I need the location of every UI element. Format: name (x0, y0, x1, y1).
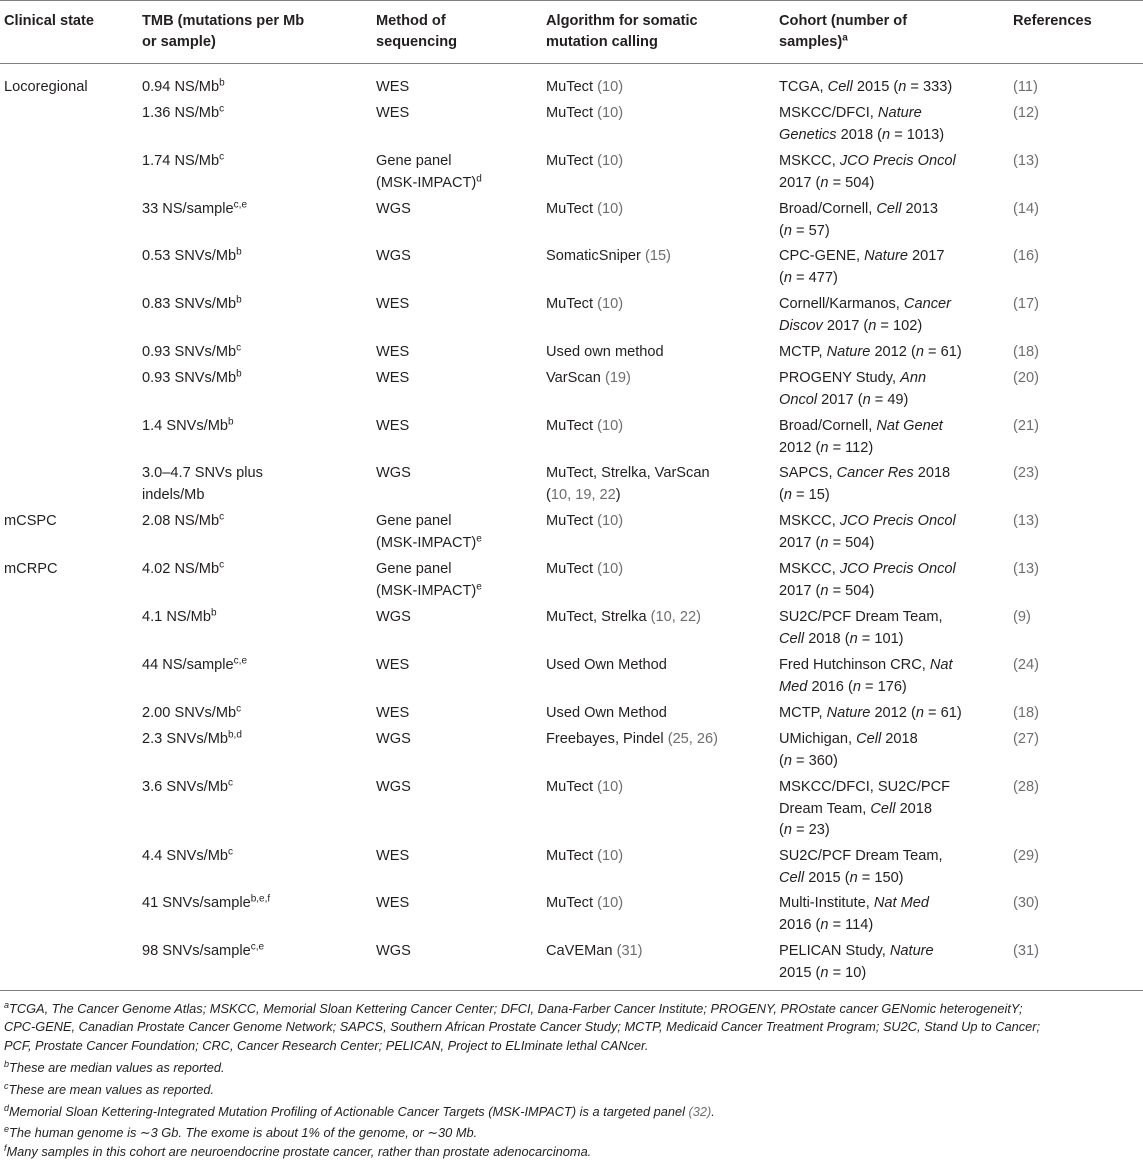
footnote-a-line2: CPC-GENE, Canadian Prostate Cancer Genome Network; SAPCS, Southern African Prostate Cancer Study; MCTP, Medicaid Cancer Treatment Program; SU2C, Stand Up to Cancer; (4, 1019, 1041, 1034)
cohort-cell: MSKCC/DFCI, Nature Genetics 2018 (n = 1013) (779, 105, 945, 143)
method-cell: WES (376, 296, 410, 312)
algorithm-cell: MuTect (10) (546, 418, 624, 434)
algorithm-cell: MuTect (10) (546, 561, 624, 577)
table-bottom-rule (0, 990, 1143, 991)
method-cell: WGS (376, 248, 411, 264)
header-references: References (1013, 13, 1092, 29)
algorithm-cell: CaVEMan (31) (546, 943, 643, 959)
reference-cell: (20) (1013, 370, 1039, 386)
algorithm-cell: MuTect (10) (546, 895, 624, 911)
tmb-cell: 33 NS/sample$^{c,e}$ (142, 199, 248, 217)
cohort-cell: SU2C/PCF Dream Team, Cell 2015 (n = 150) (779, 848, 943, 886)
method-cell: WGS (376, 609, 411, 625)
algorithm-cell: MuTect (10) (546, 79, 624, 95)
method-cell: WGS (376, 465, 411, 481)
tmb-cell: 0.83 SNVs/Mb$^b$ (142, 294, 242, 312)
method-cell: Gene panel (MSK-IMPACT)$^e$ (376, 561, 482, 599)
algorithm-cell: Used own method (546, 344, 664, 360)
table-top-rule (0, 0, 1143, 1)
cohort-cell: UMichigan, Cell 2018 (n = 360) (779, 731, 918, 769)
reference-cell: (28) (1013, 779, 1039, 795)
tmb-cell: 2.00 SNVs/Mb$^c$ (142, 703, 242, 721)
method-cell: WES (376, 79, 410, 95)
tmb-cell: 44 NS/sample$^{c,e}$ (142, 655, 248, 673)
tmb-cell: 4.1 NS/Mb$^b$ (142, 607, 217, 625)
header-clinical-state: Clinical state (4, 13, 95, 29)
cohort-cell: CPC-GENE, Nature 2017 (n = 477) (779, 248, 945, 286)
reference-cell: (13) (1013, 513, 1039, 529)
reference-cell: (29) (1013, 848, 1039, 864)
cohort-cell: MSKCC/DFCI, SU2C/PCF Dream Team, Cell 2018 (n = 23) (779, 779, 951, 838)
method-cell: WES (376, 705, 410, 721)
cohort-cell: PELICAN Study, Nature 2015 (n = 10) (779, 943, 934, 981)
reference-cell: (21) (1013, 418, 1039, 434)
footnote-a: $^a$TCGA, The Cancer Genome Atlas; MSKCC, Memorial Sloan Kettering Cancer Center; DFCI, Dana-Farber Cancer Institute; PROGENY, PROstate cancer GENomic heterogeneitY; (4, 1000, 1023, 1016)
cohort-cell: MSKCC, JCO Precis Oncol 2017 (n = 504) (779, 513, 956, 551)
cohort-cell: MSKCC, JCO Precis Oncol 2017 (n = 504) (779, 561, 956, 599)
tmb-cell: 3.0–4.7 SNVs plus indels/Mb (142, 465, 263, 503)
method-cell: WGS (376, 943, 411, 959)
group-label-mcrpc: mCRPC (4, 561, 58, 577)
algorithm-cell: MuTect (10) (546, 201, 624, 217)
cohort-cell: Cornell/Karmanos, Cancer Discov 2017 (n = 102) (779, 296, 951, 334)
cohort-cell: MCTP, Nature 2012 (n = 61) (779, 344, 962, 360)
algorithm-cell: MuTect (10) (546, 779, 624, 795)
method-cell: WES (376, 418, 410, 434)
algorithm-cell: MuTect, Strelka (10, 22) (546, 609, 701, 625)
reference-cell: (13) (1013, 561, 1039, 577)
group-label-locoregional: Locoregional (4, 79, 88, 95)
header-rule (0, 63, 1143, 64)
reference-cell: (24) (1013, 657, 1039, 673)
algorithm-cell: MuTect (10) (546, 513, 624, 529)
cohort-cell: Fred Hutchinson CRC, Nat Med 2016 (n = 176) (779, 657, 953, 695)
reference-cell: (31) (1013, 943, 1039, 959)
reference-cell: (13) (1013, 153, 1039, 169)
footnote-f: $^f$Many samples in this cohort are neuroendocrine prostate cancer, rather than prostate adenocarcinoma. (4, 1143, 592, 1159)
method-cell: WES (376, 848, 410, 864)
algorithm-cell: Freebayes, Pindel (25, 26) (546, 731, 718, 747)
tmb-cell: 0.93 SNVs/Mb$^b$ (142, 368, 242, 386)
cohort-cell: TCGA, Cell 2015 (n = 333) (779, 79, 953, 95)
footnote-d: $^d$Memorial Sloan Kettering-Integrated Mutation Profiling of Actionable Cancer Targets (MSK-IMPACT) is a targeted panel (32). (4, 1103, 715, 1119)
header-cohort: Cohort (number of samples)$^a$ (779, 13, 908, 50)
cohort-cell: MCTP, Nature 2012 (n = 61) (779, 705, 962, 721)
algorithm-cell: MuTect (10) (546, 296, 624, 312)
reference-cell: (18) (1013, 705, 1039, 721)
reference-cell: (27) (1013, 731, 1039, 747)
tmb-cell: 4.02 NS/Mb$^c$ (142, 559, 225, 577)
method-cell: WES (376, 105, 410, 121)
header-algorithm: Algorithm for somatic mutation calling (546, 13, 698, 50)
reference-cell: (11) (1013, 79, 1038, 95)
tmb-cell: 0.94 NS/Mb$^b$ (142, 77, 225, 95)
cohort-cell: SAPCS, Cancer Res 2018 (n = 15) (779, 465, 951, 503)
algorithm-cell: VarScan (19) (546, 370, 631, 386)
reference-cell: (14) (1013, 201, 1039, 217)
reference-cell: (12) (1013, 105, 1039, 121)
reference-cell: (9) (1013, 609, 1031, 625)
method-cell: WES (376, 895, 410, 911)
reference-cell: (30) (1013, 895, 1039, 911)
cohort-cell: MSKCC, JCO Precis Oncol 2017 (n = 504) (779, 153, 956, 191)
tmb-cell: 2.3 SNVs/Mb$^{b,d}$ (142, 729, 242, 747)
cohort-cell: Multi-Institute, Nat Med 2016 (n = 114) (779, 895, 930, 933)
tmb-cell: 41 SNVs/sample$^{b,e,f}$ (142, 893, 271, 911)
group-label-mcspc: mCSPC (4, 513, 57, 529)
tmb-cell: 3.6 SNVs/Mb$^c$ (142, 777, 233, 795)
cohort-cell: Broad/Cornell, Nat Genet 2012 (n = 112) (779, 418, 943, 456)
tmb-cell: 4.4 SNVs/Mb$^c$ (142, 846, 233, 864)
method-cell: WGS (376, 731, 411, 747)
tmb-cell: 1.36 NS/Mb$^c$ (142, 103, 225, 121)
footnote-b: $^b$These are median values as reported. (4, 1059, 225, 1075)
tmb-cell: 98 SNVs/sample$^{c,e}$ (142, 941, 265, 959)
reference-cell: (16) (1013, 248, 1039, 264)
method-cell: WES (376, 370, 410, 386)
header-tmb: TMB (mutations per Mb or sample) (142, 13, 305, 50)
algorithm-cell: Used Own Method (546, 657, 667, 673)
method-cell: WES (376, 344, 410, 360)
footnote-c: $^c$These are mean values as reported. (4, 1081, 215, 1097)
tmb-cell: 1.4 SNVs/Mb$^b$ (142, 416, 234, 434)
cohort-cell: Broad/Cornell, Cell 2013 (n = 57) (779, 201, 939, 239)
header-method: Method of sequencing (376, 13, 458, 50)
method-cell: WES (376, 657, 410, 673)
method-cell: WGS (376, 779, 411, 795)
cohort-cell: SU2C/PCF Dream Team, Cell 2018 (n = 101) (779, 609, 943, 647)
tmb-cell: 0.93 SNVs/Mb$^c$ (142, 342, 242, 360)
algorithm-cell: MuTect (10) (546, 105, 624, 121)
method-cell: Gene panel (MSK-IMPACT)$^e$ (376, 513, 482, 551)
tmb-cell: 0.53 SNVs/Mb$^b$ (142, 246, 242, 264)
footnote-e: $^e$The human genome is ∼3 Gb. The exome is about 1% of the genome, or ∼30 Mb. (4, 1124, 478, 1140)
cohort-cell: PROGENY Study, Ann Oncol 2017 (n = 49) (779, 370, 927, 408)
tmb-cell: 2.08 NS/Mb$^c$ (142, 511, 225, 529)
algorithm-cell: MuTect (10) (546, 848, 624, 864)
reference-cell: (17) (1013, 296, 1039, 312)
reference-cell: (18) (1013, 344, 1039, 360)
algorithm-cell: Used Own Method (546, 705, 667, 721)
method-cell: WGS (376, 201, 411, 217)
footnote-a-line3: PCF, Prostate Cancer Foundation; CRC, Cancer Research Center; PELICAN, Project to ELIminate lethal CANcer. (4, 1038, 649, 1053)
tmb-cell: 1.74 NS/Mb$^c$ (142, 151, 225, 169)
method-cell: Gene panel (MSK-IMPACT)$^d$ (376, 153, 482, 191)
algorithm-cell: MuTect (10) (546, 153, 624, 169)
algorithm-cell: SomaticSniper (15) (546, 248, 671, 264)
reference-cell: (23) (1013, 465, 1039, 481)
algorithm-cell: MuTect, Strelka, VarScan (10, 19, 22) (546, 465, 710, 503)
